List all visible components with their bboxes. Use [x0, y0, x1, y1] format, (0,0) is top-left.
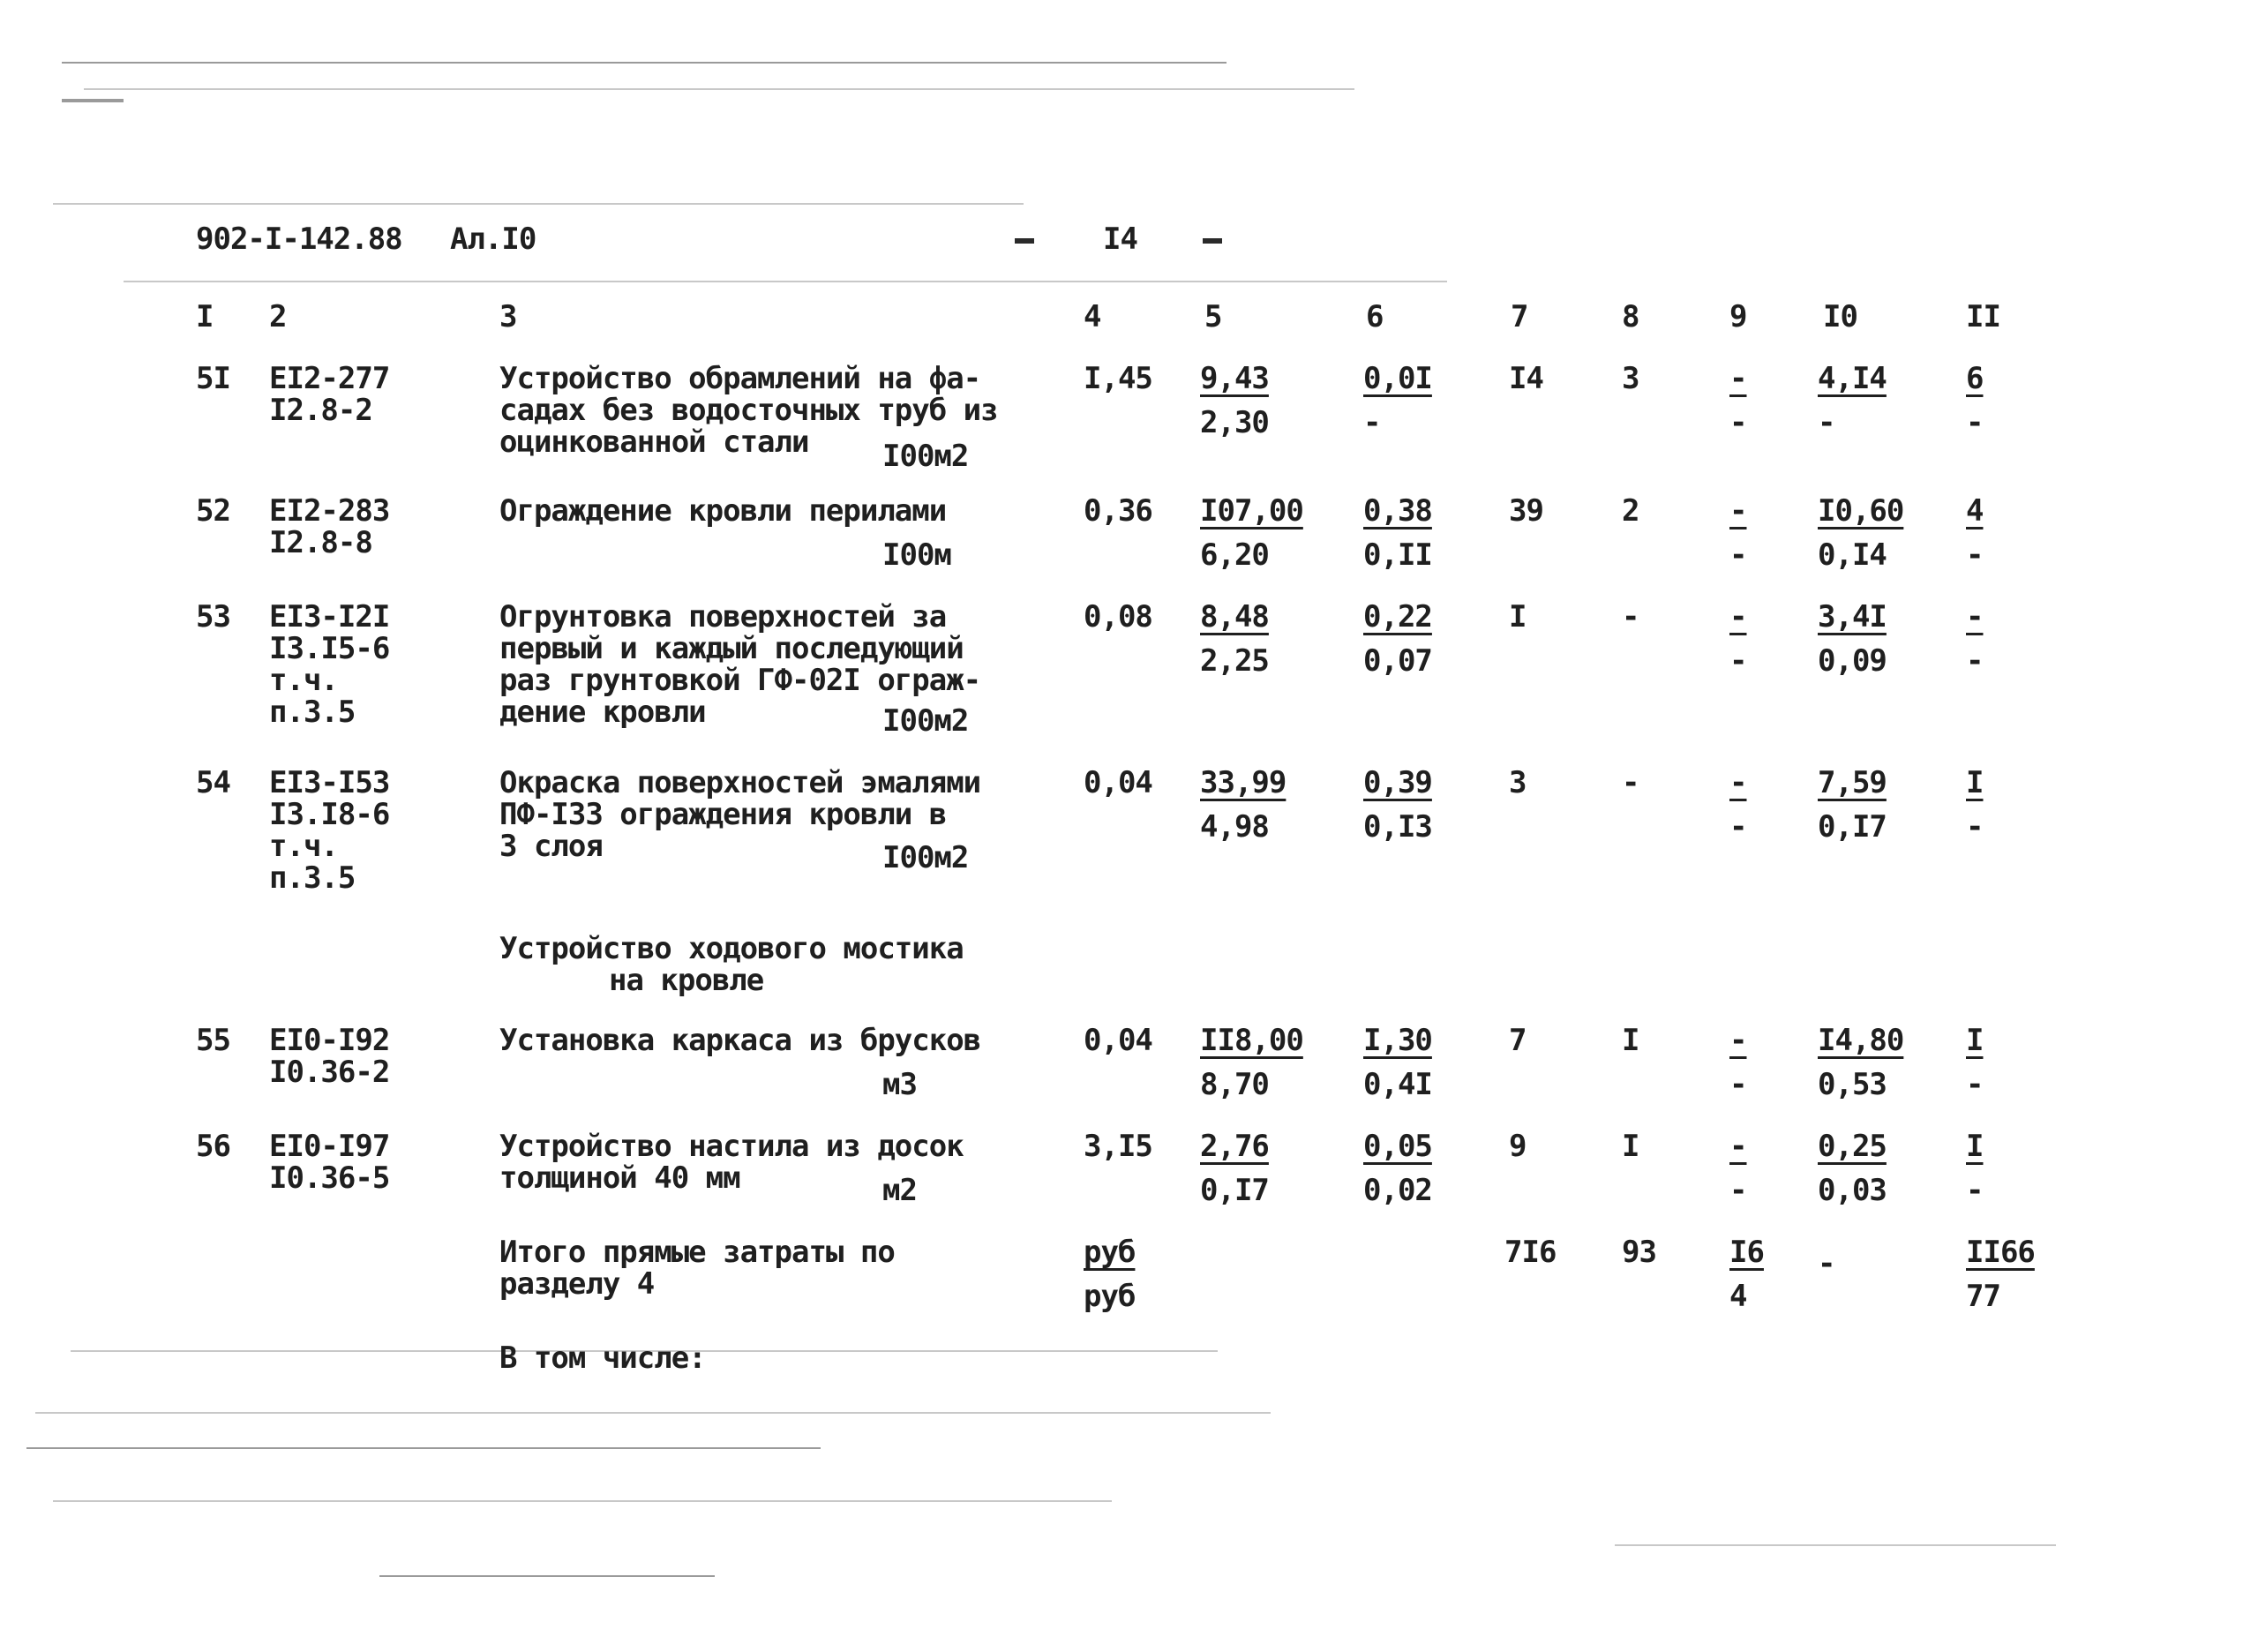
col9-value: -: [1729, 1129, 1747, 1164]
quantity: 3,I5: [1084, 1129, 1152, 1164]
row-number: 52: [196, 493, 230, 529]
total-cost: 7: [1509, 1023, 1527, 1058]
labor-norm-sub: 0,I7: [1818, 809, 1887, 845]
total-col10: -: [1818, 1246, 1835, 1281]
col9-value: -: [1729, 599, 1747, 635]
machine-wages: 0,02: [1363, 1173, 1432, 1208]
machine-wages: 0,07: [1363, 643, 1432, 679]
including-label: В том числе:: [499, 1340, 706, 1376]
page-dash-right: [1203, 238, 1222, 244]
description-line: дение кровли: [499, 695, 706, 730]
description-line: Окраска поверхностей эмалями: [499, 765, 981, 800]
norm-code: EI3-I53: [269, 765, 390, 800]
quantity: 0,04: [1084, 1023, 1152, 1058]
scan-line: [124, 281, 1447, 282]
labor-norm: 0,25: [1818, 1129, 1887, 1164]
scan-line: [53, 203, 1024, 205]
total-cost: 39: [1509, 493, 1543, 529]
labor-norm: 3,4I: [1818, 599, 1887, 635]
labor-norm-sub: 0,09: [1818, 643, 1887, 679]
norm-code-sub: I3.I8-6: [269, 797, 390, 832]
col-header: 4: [1084, 299, 1101, 334]
unit-label: I00м2: [882, 439, 969, 474]
col-header: 3: [499, 299, 517, 334]
col-header: I0: [1823, 299, 1857, 334]
row-number: 53: [196, 599, 230, 635]
section-heading: Устройство ходового мостика: [499, 931, 964, 966]
quantity: 0,04: [1084, 765, 1152, 800]
scan-line: [62, 62, 1227, 64]
machine-wages: 0,4I: [1363, 1067, 1432, 1102]
description-line: толщиной 40 мм: [499, 1160, 740, 1196]
unit-cost: 2,76: [1200, 1129, 1269, 1164]
scan-line: [53, 1500, 1112, 1502]
norm-code-sub: т.ч.: [269, 829, 338, 864]
labor-total-sub: -: [1966, 643, 1984, 679]
labor-total-sub: -: [1966, 537, 1984, 573]
labor-total: 4: [1966, 493, 1984, 529]
col-header: 8: [1622, 299, 1639, 334]
labor-norm-sub: -: [1818, 405, 1835, 440]
col9-value: -: [1729, 1173, 1747, 1208]
scan-line: [62, 99, 124, 102]
total-wages: 93: [1622, 1235, 1656, 1270]
col9-value: -: [1729, 537, 1747, 573]
labor-norm-sub: 0,03: [1818, 1173, 1887, 1208]
labor-total-sub: -: [1966, 1067, 1984, 1102]
total-cost: 7I6: [1504, 1235, 1557, 1270]
total-wages: 3: [1622, 361, 1639, 396]
unit-cost-wages: 6,20: [1200, 537, 1269, 573]
machine-cost: 0,0I: [1363, 361, 1432, 396]
norm-code: EI2-283: [269, 493, 390, 529]
unit-cost-wages: 8,70: [1200, 1067, 1269, 1102]
total-label-line2: разделу 4: [499, 1266, 655, 1302]
col9-value: -: [1729, 361, 1747, 396]
norm-code: EI0-I97: [269, 1129, 390, 1164]
description-line: Огрунтовка поверхностей за: [499, 599, 947, 635]
unit-cost: 8,48: [1200, 599, 1269, 635]
labor-total-sub: -: [1966, 1173, 1984, 1208]
description-line: Установка каркаса из брусков: [499, 1023, 981, 1058]
norm-code-sub: I2.8-8: [269, 525, 372, 560]
row-number: 56: [196, 1129, 230, 1164]
scan-line: [379, 1575, 715, 1577]
unit-cost-wages: 0,I7: [1200, 1173, 1269, 1208]
machine-wages: -: [1363, 405, 1381, 440]
machine-cost: 0,22: [1363, 599, 1432, 635]
norm-code-sub: I0.36-2: [269, 1055, 390, 1090]
labor-total-sub: -: [1966, 405, 1984, 440]
unit-label: м2: [882, 1173, 917, 1208]
unit-cost: I07,00: [1200, 493, 1303, 529]
norm-code-sub: I3.I5-6: [269, 631, 390, 666]
row-number: 55: [196, 1023, 230, 1058]
col-header: I: [196, 299, 214, 334]
section-heading-line2: на кровле: [609, 963, 764, 998]
norm-code-sub: I0.36-5: [269, 1160, 390, 1196]
unit-cost-wages: 2,25: [1200, 643, 1269, 679]
description-line: Ограждение кровли перилами: [499, 493, 947, 529]
row-number: 5I: [196, 361, 230, 396]
labor-total-sub: -: [1966, 809, 1984, 845]
description-line: 3 слоя: [499, 829, 603, 864]
quantity: 0,36: [1084, 493, 1152, 529]
labor-norm-sub: 0,I4: [1818, 537, 1887, 573]
total-cost: I4: [1509, 361, 1543, 396]
unit-label: I00м2: [882, 840, 969, 875]
page-dash-left: [1015, 238, 1034, 244]
col-header: II: [1966, 299, 2000, 334]
description-line: ПФ-I33 ограждения кровли в: [499, 797, 947, 832]
col-header: 6: [1366, 299, 1384, 334]
total-wages: I: [1622, 1023, 1639, 1058]
machine-wages: 0,I3: [1363, 809, 1432, 845]
total-unit: руб: [1084, 1235, 1136, 1270]
labor-norm: I4,80: [1818, 1023, 1904, 1058]
machine-cost: 0,05: [1363, 1129, 1432, 1164]
total-labor-sub: 77: [1966, 1279, 2000, 1314]
machine-wages: 0,II: [1363, 537, 1432, 573]
norm-code-sub: т.ч.: [269, 663, 338, 698]
labor-norm: I0,60: [1818, 493, 1904, 529]
total-col9: I6: [1729, 1235, 1764, 1270]
col9-value: -: [1729, 493, 1747, 529]
col-header: 5: [1204, 299, 1222, 334]
col9-value: -: [1729, 405, 1747, 440]
unit-cost-wages: 4,98: [1200, 809, 1269, 845]
scan-line: [35, 1412, 1271, 1414]
description-line: раз грунтовкой ГФ-02I ограж-: [499, 663, 981, 698]
machine-cost: 0,38: [1363, 493, 1432, 529]
labor-total: I: [1966, 765, 1984, 800]
col9-value: -: [1729, 643, 1747, 679]
total-wages: -: [1622, 599, 1639, 635]
col9-value: -: [1729, 809, 1747, 845]
unit-label: м3: [882, 1067, 917, 1102]
total-label: Итого прямые затраты по: [499, 1235, 895, 1270]
unit-cost: 9,43: [1200, 361, 1269, 396]
labor-total: 6: [1966, 361, 1984, 396]
col-header: 7: [1511, 299, 1528, 334]
total-cost: I: [1509, 599, 1527, 635]
col9-value: -: [1729, 1067, 1747, 1102]
machine-cost: I,30: [1363, 1023, 1432, 1058]
total-col9-sub: 4: [1729, 1279, 1747, 1314]
col-header: 2: [269, 299, 287, 334]
machine-cost: 0,39: [1363, 765, 1432, 800]
description-line: садах без водосточных труб из: [499, 393, 998, 428]
album-number: Ал.I0: [450, 222, 536, 257]
norm-code-sub: I2.8-2: [269, 393, 372, 428]
labor-total: I: [1966, 1129, 1984, 1164]
row-number: 54: [196, 765, 230, 800]
quantity: 0,08: [1084, 599, 1152, 635]
unit-label: I00м2: [882, 703, 969, 739]
total-cost: 3: [1509, 765, 1527, 800]
quantity: I,45: [1084, 361, 1152, 396]
description-line: Устройство настила из досок: [499, 1129, 964, 1164]
scan-line: [26, 1447, 821, 1449]
norm-code-sub: п.3.5: [269, 695, 356, 730]
norm-code: EI0-I92: [269, 1023, 390, 1058]
doc-code: 902-I-142.88: [196, 222, 402, 257]
scan-line: [84, 88, 1354, 90]
norm-code: EI2-277: [269, 361, 390, 396]
unit-cost-wages: 2,30: [1200, 405, 1269, 440]
labor-norm-sub: 0,53: [1818, 1067, 1887, 1102]
description-line: первый и каждый последующий: [499, 631, 964, 666]
norm-code: EI3-I2I: [269, 599, 390, 635]
page-number: I4: [1103, 222, 1137, 257]
col-header: 9: [1729, 299, 1747, 334]
total-wages: I: [1622, 1129, 1639, 1164]
total-cost: 9: [1509, 1129, 1527, 1164]
description-line: Устройство обрамлений на фа-: [499, 361, 981, 396]
scan-line: [1615, 1544, 2056, 1546]
unit-cost: 33,99: [1200, 765, 1287, 800]
unit-label: I00м: [882, 537, 951, 573]
labor-total: I: [1966, 1023, 1984, 1058]
labor-norm: 7,59: [1818, 765, 1887, 800]
col9-value: -: [1729, 1023, 1747, 1058]
col9-value: -: [1729, 765, 1747, 800]
description-line: оцинкованной стали: [499, 424, 809, 460]
unit-cost: II8,00: [1200, 1023, 1303, 1058]
labor-total: -: [1966, 599, 1984, 635]
labor-norm: 4,I4: [1818, 361, 1887, 396]
total-wages: 2: [1622, 493, 1639, 529]
total-labor: II66: [1966, 1235, 2035, 1270]
total-unit-sub: руб: [1084, 1279, 1136, 1314]
total-wages: -: [1622, 765, 1639, 800]
norm-code-sub: п.3.5: [269, 860, 356, 896]
